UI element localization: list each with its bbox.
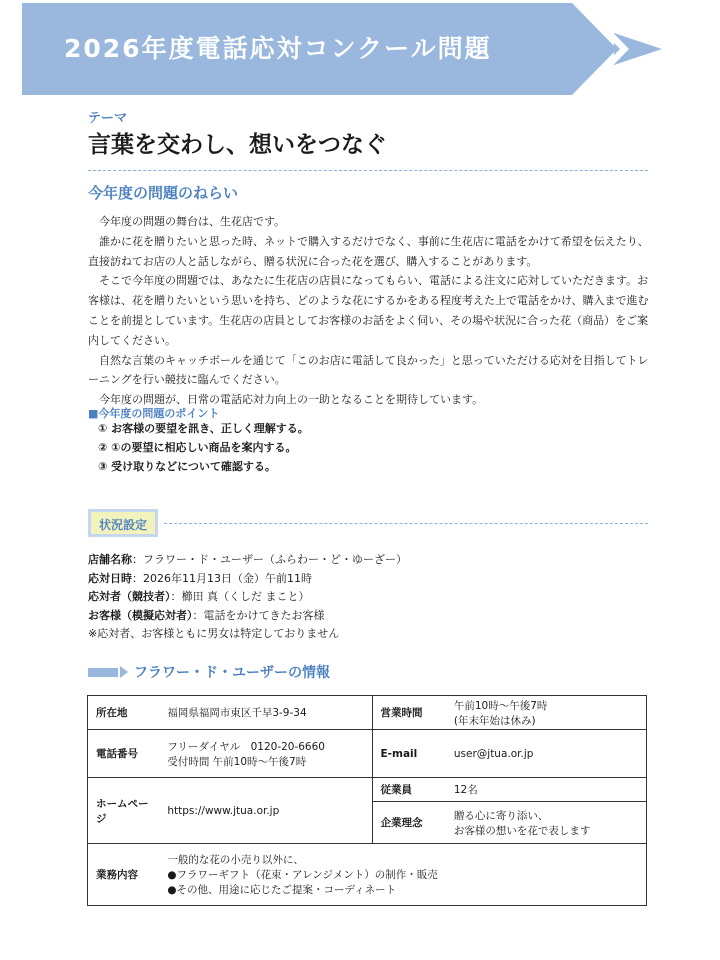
staff-value: 12名	[446, 778, 647, 802]
situation-label: 状況設定	[98, 518, 147, 532]
point-item: ③ 受け取りなどについて確認する。	[98, 460, 276, 473]
page-title: 2026年度電話応対コンクール問題	[64, 34, 492, 63]
shop-info-table	[87, 695, 647, 906]
philosophy-label: 企業理念	[372, 802, 446, 844]
situation-line: 応対日時：2026年11月13日（金）午前11時	[88, 571, 312, 585]
address-label: 所在地	[88, 696, 160, 730]
aim-paragraph: 今年度の問題の舞台は、生花店です。	[99, 215, 286, 228]
homepage-value[interactable]: https://www.jtua.or.jp	[159, 778, 372, 844]
address-value: 福岡県福岡市東区千早3-9-34	[159, 696, 372, 730]
table-row	[88, 696, 647, 730]
header-banner	[22, 3, 678, 95]
points-list	[98, 419, 309, 476]
situation-line: 応対者（競技者）：櫛田 真（くしだ まこと）	[88, 590, 310, 603]
aim-paragraph: 自然な言葉のキャッチボールを通じて「このお店に電話して良かった」と思っていただける応対を目指してトレーニングを行い競技に臨んでください。	[88, 353, 649, 387]
staff-label: 従業員	[372, 778, 446, 802]
point-item: ② ①の要望に相応しい商品を案内する。	[98, 441, 297, 454]
philosophy-value: 贈る心に寄り添い、 お客様の想いを花で表します	[446, 802, 647, 844]
shop-info-title: フラワー・ド・ユーザーの情報	[134, 665, 330, 681]
table-row	[88, 730, 647, 778]
heading-bar-icon	[88, 668, 118, 677]
situation-badge	[88, 509, 158, 537]
hours-value: 午前10時〜午後7時 (年末年始は休み)	[446, 696, 647, 730]
aim-paragraph: そこで今年度の問題では、あなたに生花店の店員になってもらい、電話による注文に応対していただきます。お客様は、花を贈りたいという思いを持ち、どのような花にするかをある程度考えた上で電話をかけ、購入まで進むことを前提としています。生花店の店員としてお客様のお話をよく伺い、その場や状況に合った花（商品）をご案内してください。	[88, 274, 649, 347]
business-label: 業務内容	[88, 844, 160, 906]
table-row	[88, 844, 647, 906]
homepage-label: ホームページ	[88, 778, 160, 844]
divider	[88, 170, 648, 171]
theme-title: 言葉を交わし、想いをつなぐ	[88, 132, 387, 158]
aim-body	[88, 212, 654, 410]
email-label: E-mail	[372, 730, 446, 778]
phone-value: フリーダイヤル 0120-20-6660 受付時間 午前10時〜午後7時	[159, 730, 372, 778]
aim-title: 今年度の問題のねらい	[88, 184, 239, 202]
situation-line: 店舗名称：フラワー・ド・ユーザー（ふらわー・ど・ゆーざー）	[88, 553, 407, 566]
situation-line: ※応対者、お客様ともに男女は特定しておりません	[88, 627, 340, 640]
business-value: 一般的な花の小売り以外に、 ●フラワーギフト（花束・アレンジメント）の制作・販売 ●その他、用途に応じたご提案・コーディネート	[159, 844, 646, 906]
situation-lines	[88, 551, 407, 644]
table-row	[88, 778, 647, 802]
phone-label: 電話番号	[88, 730, 160, 778]
point-item: ① お客様の要望を訊き、正しく理解する。	[98, 422, 309, 435]
aim-paragraph: 誰かに花を贈りたいと思った時、ネットで購入するだけでなく、事前に生花店に電話をかけて希望を伝えたり、直接訪ねてお店の人と話しながら、贈る状況に合った花を選び、購入することがあります。	[88, 234, 649, 268]
email-value: user@jtua.or.jp	[446, 730, 647, 778]
situation-line: お客様（模擬応対者）：電話をかけてきたお客様	[88, 608, 325, 622]
points-title: ■今年度の問題のポイント	[88, 407, 220, 420]
aim-paragraph: 今年度の問題が、日常の電話応対力向上の一助となることを期待しています。	[99, 393, 484, 407]
hours-label: 営業時間	[372, 696, 446, 730]
heading-arrow-icon	[120, 666, 128, 678]
theme-label: テーマ	[88, 111, 128, 126]
divider	[164, 523, 648, 524]
